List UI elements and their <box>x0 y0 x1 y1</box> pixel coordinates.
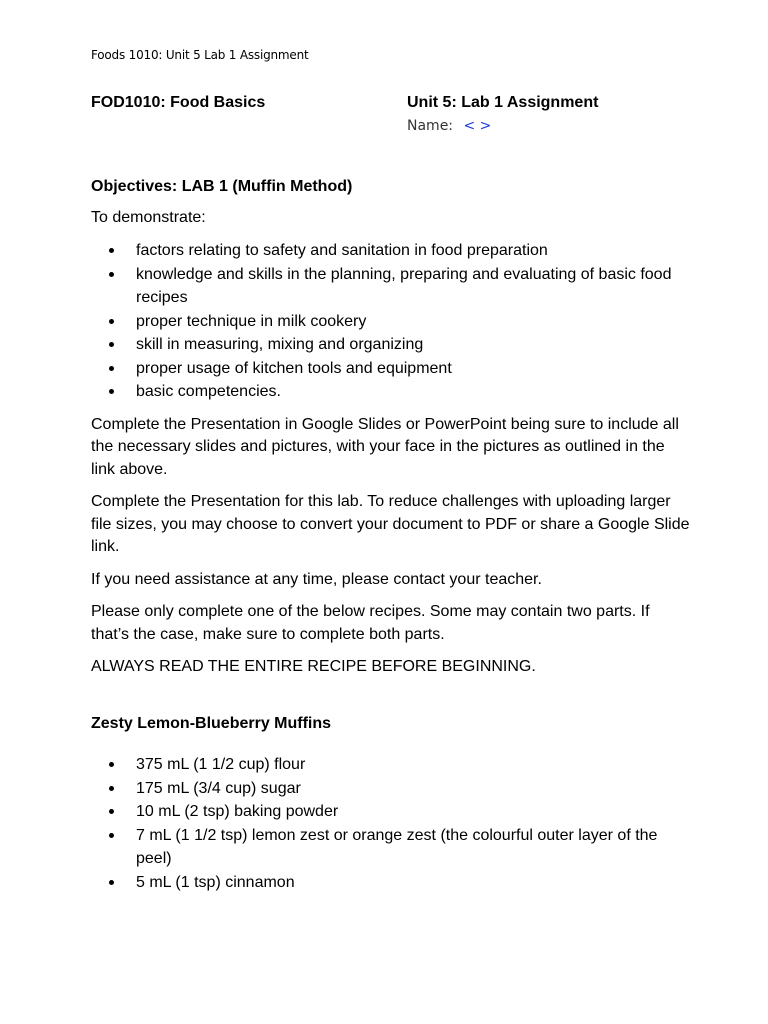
objective-item: proper usage of kitchen tools and equipment <box>136 357 691 381</box>
document-body <box>91 176 691 904</box>
name-placeholder[interactable]: < > <box>463 118 492 134</box>
ingredient-item: 10 mL (2 tsp) baking powder <box>136 800 691 824</box>
instruction-paragraph: Complete the Presentation in Google Slides or PowerPoint being sure to include all the necessary slides and pictures, with your face in the pictures as outlined in the link above. <box>91 415 679 478</box>
name-label: Name: <box>407 118 454 134</box>
instruction-paragraph: Complete the Presentation for this lab. To reduce challenges with uploading larger file sizes, you may choose to convert your document to PDF or share a Google Slide link. <box>91 493 690 555</box>
ingredient-item: 375 mL (1 1/2 cup) flour <box>136 753 691 777</box>
objectives-heading: Objectives: LAB 1 (Muffin Method) <box>91 178 353 195</box>
ingredient-item: 175 mL (3/4 cup) sugar <box>136 777 691 801</box>
course-title: FOD1010: Food Basics <box>91 94 266 111</box>
recipe-title: Zesty Lemon-Blueberry Muffins <box>91 714 332 732</box>
name-line <box>407 118 491 134</box>
ingredients-list <box>91 753 691 894</box>
objective-item: basic competencies. <box>136 380 691 404</box>
unit-title: Unit 5: Lab 1 Assignment <box>407 94 599 111</box>
instruction-paragraph: Please only complete one of the below recipes. Some may contain two parts. If that’s the case, make sure to complete both parts. <box>91 603 650 643</box>
ingredient-item: 7 mL (1 1/2 tsp) lemon zest or orange zest (the colourful outer layer of the peel) <box>136 824 691 871</box>
objectives-list <box>91 239 691 404</box>
objective-item: skill in measuring, mixing and organizing <box>136 333 691 357</box>
instruction-paragraph: If you need assistance at any time, please contact your teacher. <box>91 570 542 588</box>
running-header: Foods 1010: Unit 5 Lab 1 Assignment <box>91 48 309 62</box>
instruction-warning: ALWAYS READ THE ENTIRE RECIPE BEFORE BEGINNING. <box>91 658 536 675</box>
objective-item: proper technique in milk cookery <box>136 310 691 334</box>
objective-item: knowledge and skills in the planning, preparing and evaluating of basic food recipes <box>136 263 691 310</box>
objectives-intro: To demonstrate: <box>91 208 206 226</box>
objective-item: factors relating to safety and sanitation in food preparation <box>136 239 691 263</box>
ingredient-item: 5 mL (1 tsp) cinnamon <box>136 871 691 895</box>
